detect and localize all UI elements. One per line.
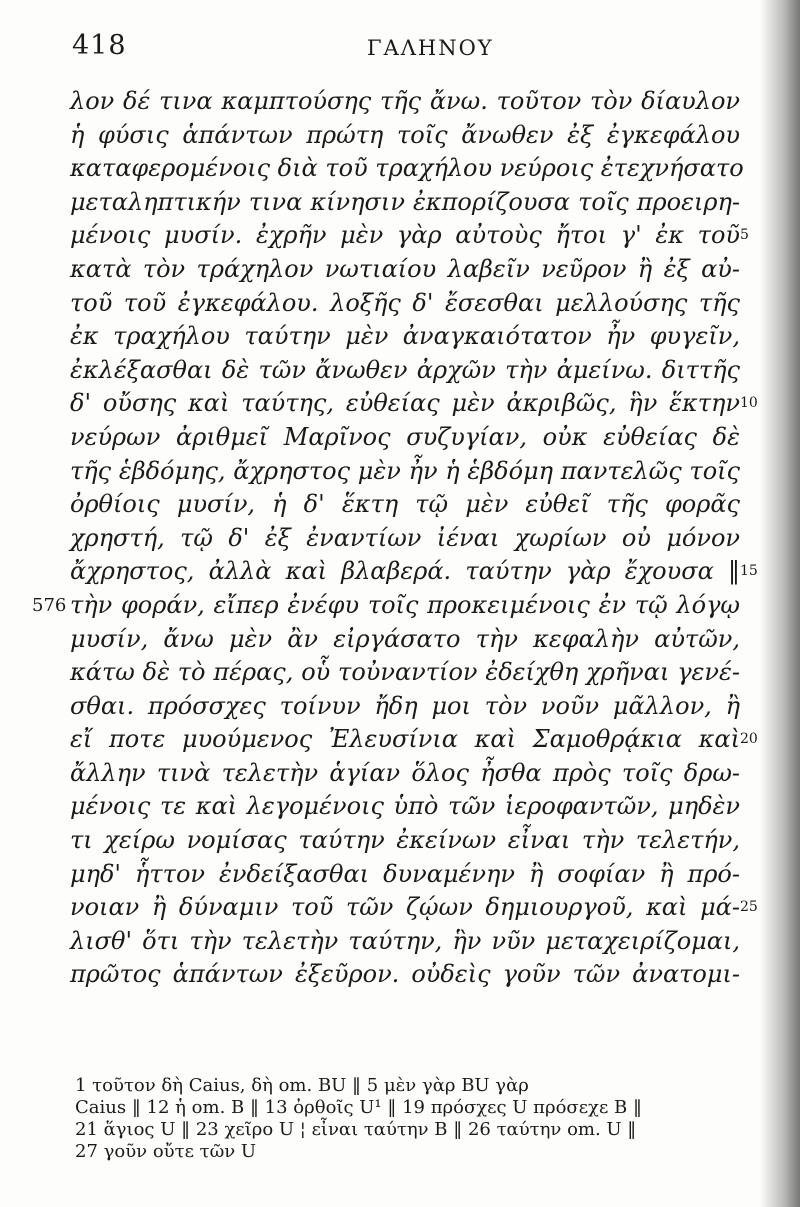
text-line: [70, 925, 740, 959]
text-line: [70, 555, 758, 589]
text-line: [70, 958, 740, 992]
line-text: τῆς ἑβδόμης, ἄχρηστος μὲν ἦν ἡ ἑβδόμη παντελῶς τοῖς: [70, 456, 740, 485]
line-text: ἡ φύσις ἁπάντων πρώτη τοῖς ἄνωθεν ἐξ ἐγκεφάλου: [70, 120, 740, 149]
line-text: ἐκ τραχήλου ταύτην μὲν ἀναγκαιότατον ἦν φυγεῖν,: [70, 322, 740, 351]
line-text: ὀρθίοις μυσίν, ἡ δ' ἕκτη τῷ μὲν εὐθεῖ τῆς φορᾶς: [70, 490, 740, 519]
margin-page-reference: 576: [32, 594, 67, 616]
line-text: χρηστή, τῷ δ' ἐξ ἐναντίων ἰέναι χωρίων οὐ μόνον: [70, 523, 740, 552]
line-text: μεταληπτικήν τινα κίνησιν ἐκπορίζουσα τοῖς προειρη-: [70, 187, 740, 216]
footnote-line: 21 ἅγιος U ‖ 23 χεῖρο U ¦ εἶναι ταύτην B ‖ 26 ταύτην om. U ‖: [75, 1119, 637, 1140]
line-number: 25: [740, 899, 758, 916]
text-line: [70, 287, 740, 321]
line-text: λον δέ τινα καμπτούσης τῆς ἄνω. τοῦτον τὸν δίαυλον: [70, 87, 740, 115]
text-line: [70, 421, 740, 455]
line-text: λισθ' ὅτι τὴν τελετὴν ταύτην, ἣν νῦν μεταχειρίζομαι,: [70, 926, 740, 955]
line-number: 10: [740, 395, 758, 412]
line-text: κατὰ τὸν τράχηλον νωτιαίου λαβεῖν νεῦρον ἢ ἐξ αὐ-: [70, 254, 740, 283]
body-text: [32, 85, 758, 992]
line-text: πρῶτος ἁπάντων ἐξεῦρον. οὐδεὶς γοῦν τῶν ἀνατομι-: [70, 960, 740, 989]
text-line: [70, 152, 744, 186]
text-line: [70, 623, 740, 657]
text-line: [70, 757, 740, 791]
line-number: 15: [740, 563, 758, 580]
line-text: μένοις τε καὶ λεγομένοις ὑπὸ τῶν ἱεροφαντῶν, μηδὲν: [70, 792, 740, 821]
line-text: ἄχρηστος, ἀλλὰ καὶ βλαβερά. ταύτην γὰρ ἔχουσα ‖: [70, 557, 740, 586]
line-text: νοιαν ἢ δύναμιν τοῦ τῶν ζῴων δημιουργοῦ, καὶ μά-: [70, 893, 740, 922]
text-line: [70, 387, 758, 421]
line-text: εἴ ποτε μυούμενος Ἐλευσίνια καὶ Σαμοθρᾴκια καὶ: [70, 725, 740, 754]
line-text: τὴν φοράν, εἴπερ ἐνέφυ τοῖς προκειμένοις ἐν τῷ λόγῳ: [70, 590, 740, 619]
line-text: ἐκλέξασθαι δὲ τῶν ἄνωθεν ἀρχῶν τὴν ἀμείνω. διττῆς: [70, 355, 740, 384]
text-line: [70, 858, 740, 892]
text-line: [70, 656, 740, 690]
running-title: ΓΑΛΗΝΟΥ: [367, 36, 494, 60]
line-text: τοῦ τοῦ ἐγκεφάλου. λοξῆς δ' ἔσεσθαι μελλούσης τῆς: [70, 288, 740, 317]
page-gutter-shadow: [760, 0, 800, 1207]
text-line: [70, 488, 740, 522]
line-text: νεύρων ἀριθμεῖ Μαρῖνος συζυγίαν, οὐκ εὐθείας δὲ: [70, 422, 740, 451]
critical-apparatus: [75, 1075, 735, 1163]
line-text: ἄλλην τινὰ τελετὴν ἁγίαν ὅλος ἦσθα πρὸς τοῖς δρω-: [70, 758, 740, 787]
text-line: [70, 320, 740, 354]
text-line: [70, 690, 740, 724]
text-line: [70, 186, 740, 220]
line-number: 20: [740, 731, 758, 748]
text-line: [70, 354, 740, 388]
line-text: κάτω δὲ τὸ πέρας, οὗ τοὐναντίον ἐδείχθη χρῆναι γενέ-: [70, 658, 740, 687]
line-text: δ' οὔσης καὶ ταύτης, εὐθείας μὲν ἀκριβῶς, ἣν ἕκτην: [70, 389, 740, 418]
line-text: καταφερομένοις διὰ τοῦ τραχήλου νεύροις ἐτεχνήσατο: [70, 154, 744, 183]
line-text: μηδ' ἧττον ἐνδείξασθαι δυναμένην ἢ σοφίαν ἢ πρό-: [70, 859, 740, 888]
text-line: [70, 219, 749, 253]
line-text: μυσίν, ἄνω μὲν ἂν εἰργάσατο τὴν κεφαλὴν αὐτῶν,: [70, 624, 740, 653]
footnote-line: 1 τοῦτον δὴ Caius, δὴ om. BU ‖ 5 μὲν γὰρ BU γὰρ: [75, 1075, 529, 1096]
page-header: [72, 30, 772, 70]
page-number: 418: [72, 30, 127, 61]
footnote-line: Caius ‖ 12 ἡ om. B ‖ 13 ὀρθοῖς U¹ ‖ 19 πρόσχες U πρόσεχε B ‖: [75, 1097, 642, 1118]
text-line: [70, 119, 740, 153]
text-line: [32, 589, 740, 623]
footnote-line: 27 γοῦν οὔτε τῶν U: [75, 1141, 257, 1162]
text-line: [70, 790, 740, 824]
text-line: [70, 522, 740, 556]
line-number: 5: [740, 227, 749, 244]
text-line: [70, 85, 740, 119]
text-line: [70, 891, 758, 925]
text-line: [70, 723, 758, 757]
text-line: [70, 455, 740, 489]
line-text: μένοις μυσίν. ἐχρῆν μὲν γὰρ αὐτοὺς ἤτοι γ' ἐκ τοῦ: [70, 221, 740, 250]
text-line: [70, 824, 740, 858]
line-text: τι χείρω νομίσας ταύτην ἐκείνων εἶναι τὴν τελετήν,: [70, 826, 740, 855]
line-text: σθαι. πρόσσχες τοίνυν ἤδη μοι τὸν νοῦν μᾶλλον, ἢ: [70, 691, 740, 720]
text-line: [70, 253, 740, 287]
